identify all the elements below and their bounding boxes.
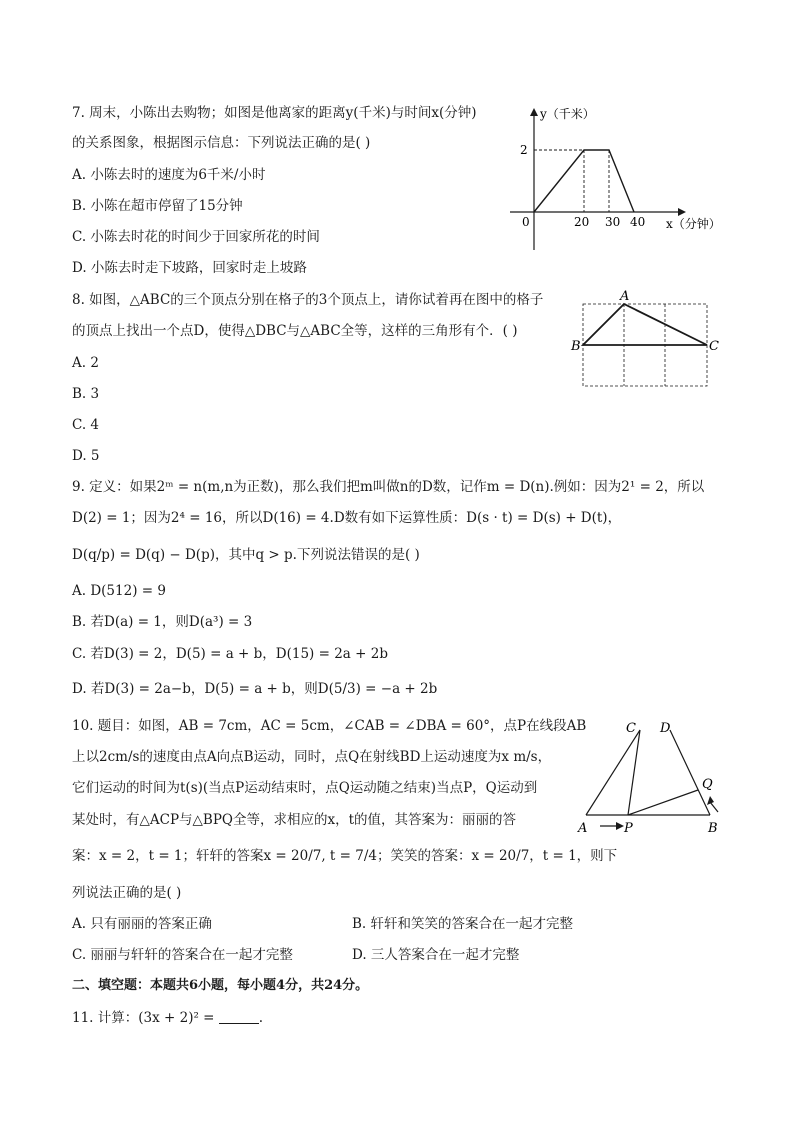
q11-prefix: 11. 计算：(3x + 2)² =: [72, 1010, 215, 1026]
q9-line2: D(2) = 1；因为2⁴ = 16，所以D(16) = 4.D数有如下运算性质：D(s · t) = D(s) + D(t)，: [72, 510, 622, 526]
q10-label-q: Q: [702, 777, 713, 792]
q7-y-tick-label: 2: [520, 143, 528, 157]
q10-label-d: D: [660, 721, 671, 736]
q9-option-d: D. 若D(3) = 2a−b，D(5) = a + b，则D(5/3) = −a + 2b: [72, 681, 438, 697]
q7-option-b: B. 小陈在超市停留了15分钟: [72, 198, 243, 214]
q8-option-c: C. 4: [72, 417, 100, 433]
q10-option-c: C. 丽丽与轩轩的答案合在一起才完整: [72, 947, 293, 963]
q10-arrow-q-head: [707, 796, 714, 805]
q9-option-c: C. 若D(3) = 2，D(5) = a + b，D(15) = 2a + 2b: [72, 646, 388, 662]
q10-option-d: D. 三人答案合在一起才完整: [352, 947, 520, 963]
q10-option-a: A. 只有丽丽的答案正确: [72, 916, 212, 932]
q8-stem-line1: 8. 如图，△ABC的三个顶点分别在格子的3个顶点上，请你试着再在图中的格子: [72, 292, 544, 308]
q7-y-axis-arrow: [530, 108, 538, 116]
q10-line2: 上以2cm/s的速度由点A向点B运动，同时，点Q在射线BD上运动速度为x m/s，: [72, 749, 552, 765]
q10-arrow-q-shaft: [710, 802, 718, 812]
q10-line4: 某处时，有△ACP与△BPQ全等，求相应的x，t的值，其答案为：丽丽的答: [72, 812, 517, 828]
q10-line1: 10. 题目：如图，AB = 7cm，AC = 5cm，∠CAB = ∠DBA = 60°，点P在线段AB: [72, 718, 587, 734]
q8-option-b: B. 3: [72, 386, 100, 402]
section-2-heading: 二、填空题：本题共6小题，每小题4分，共24分。: [72, 978, 369, 993]
q7-origin-label: 0: [522, 215, 530, 229]
q9-line3: D(q/p) = D(q) − D(p)，其中q > p.下列说法错误的是( ): [72, 547, 420, 563]
q9-option-b: B. 若D(a) = 1，则D(a³) = 3: [72, 614, 253, 630]
q8-stem-line2: 的顶点上找出一个点D，使得△DBC与△ABC全等，这样的三角形有个．( ): [72, 323, 518, 339]
q7-stem-line2: 的关系图象，根据图示信息：下列说法正确的是( ): [72, 135, 371, 151]
q10-segment-cp: [628, 730, 640, 815]
q10-line5: 案：x = 2，t = 1；轩轩的答案x = 20/7, t = 7/4；笑笑的答案：x = 20/7，t = 1，则下: [72, 848, 618, 864]
q8-option-d: D. 5: [72, 448, 100, 464]
q11-answer-blank[interactable]: [219, 1011, 259, 1024]
q8-label-a: A: [620, 289, 630, 304]
q10-label-p: P: [624, 821, 633, 836]
q10-segment-ac: [586, 730, 640, 815]
q10-label-b: B: [708, 821, 718, 836]
q7-x-tick-label-2: 40: [630, 215, 646, 229]
q10-geometry-figure: [570, 712, 730, 842]
q8-triangle-abc: [583, 304, 707, 345]
q10-segment-pq: [628, 790, 698, 815]
q10-arrow-p-head: [616, 822, 624, 830]
q7-stem-line1: 7. 周末，小陈出去购物；如图是他离家的距离y(千米)与时间x(分钟): [72, 105, 477, 121]
q10-option-b: B. 轩轩和笑笑的答案合在一起才完整: [352, 916, 574, 932]
q7-option-d: D. 小陈去时走下坡路，回家时走上坡路: [72, 260, 307, 276]
q11-question: [72, 1009, 263, 1027]
q10-line6: 列说法正确的是( ): [72, 885, 182, 901]
q7-option-c: C. 小陈去时花的时间少于回家所花的时间: [72, 229, 320, 245]
q9-line1: 9. 定义：如果2ᵐ = n(m,n为正数)，那么我们把m叫做n的D数，记作m = D(n).例如：因为2¹ = 2，所以: [72, 479, 705, 495]
q7-option-a: A. 小陈去时的速度为6千米/小时: [72, 167, 266, 183]
q8-label-b: B: [571, 339, 581, 354]
q7-x-axis-arrow: [678, 208, 686, 216]
q8-grid-figure: [565, 288, 725, 393]
q11-suffix: .: [258, 1010, 264, 1026]
q7-y-axis-label: y（千米）: [540, 107, 595, 121]
q8-label-c: C: [709, 339, 719, 354]
q7-distance-time-graph: [500, 100, 730, 260]
q8-option-a: A. 2: [72, 355, 99, 371]
q7-x-tick-label-1: 30: [605, 215, 621, 229]
q10-label-a: A: [578, 821, 588, 836]
q10-label-c: C: [626, 721, 636, 736]
q7-x-tick-label-0: 20: [574, 215, 590, 229]
q10-ray-bd: [670, 730, 710, 815]
q9-option-a: A. D(512) = 9: [72, 583, 166, 599]
q7-x-axis-label: x（分钟）: [666, 217, 721, 231]
q10-line3: 它们运动的时间为t(s)(当点P运动结束时，点Q运动随之结束)当点P，Q运动到: [72, 780, 538, 796]
